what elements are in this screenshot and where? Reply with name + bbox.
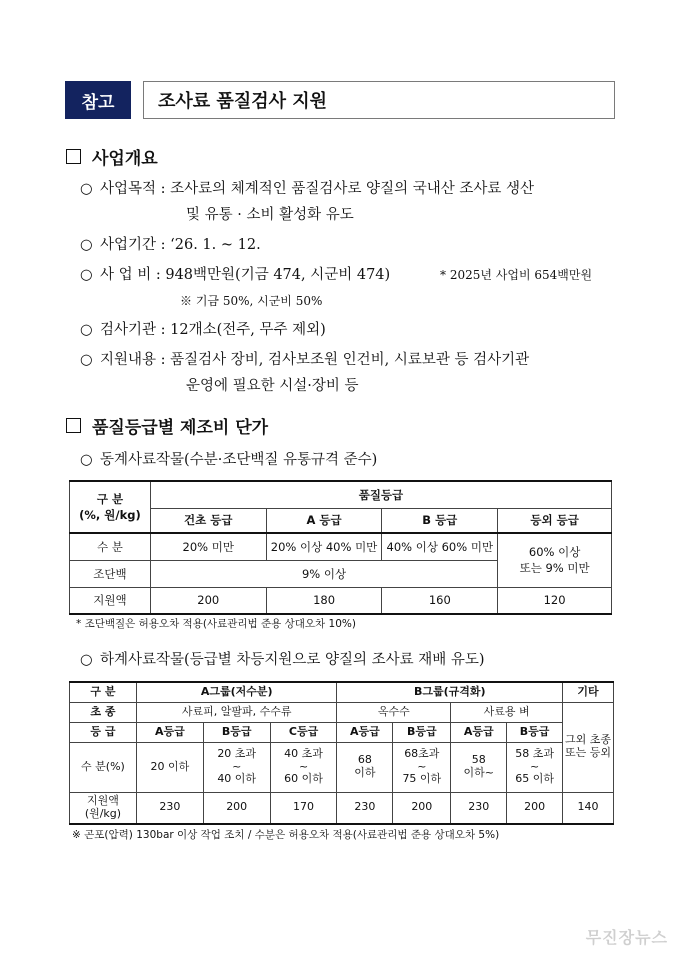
t2-moist-cell: 68초과 ~ 75 이하 <box>393 742 451 792</box>
footnote-baling: ※ 곤포(압력) 130bar 이상 작업 조치 / 수분은 허용오차 적용(사료관리법 준용 상대오차 5%) <box>72 829 500 841</box>
t2-support-cell: 140 <box>563 792 614 824</box>
t2-h-support: 지원액 (원/kg) <box>70 792 137 824</box>
t2-moist-cell: 20 초과 ~ 40 이하 <box>203 742 270 792</box>
t2-moist-cell: 20 이하 <box>136 742 203 792</box>
item-purpose-cont: 및 유통 · 소비 활성화 유도 <box>186 207 354 223</box>
t2-grade: B등급 <box>393 722 451 742</box>
t1-row-protein: 조단백 <box>70 560 151 587</box>
t2-moist-cell: 58 초과 ~ 65 이하 <box>507 742 563 792</box>
t1-row-moisture: 수 분 <box>70 533 151 560</box>
t2-grade: C등급 <box>270 722 337 742</box>
t1-cell: 40% 이상 60% 미만 <box>382 533 498 560</box>
summer-crops-heading: ○ 하계사료작물(등급별 차등지원으로 양질의 조사료 재배 유도) <box>80 652 485 668</box>
t1-cell: 120 <box>498 587 612 614</box>
t2-grade: A등급 <box>451 722 507 742</box>
t1-cell: 20% 이상 40% 미만 <box>266 533 382 560</box>
t2-grade: A등급 <box>136 722 203 742</box>
t2-moist-cell: 58 이하~ <box>451 742 507 792</box>
item-support-cont: 운영에 필요한 시설·장비 등 <box>186 378 359 394</box>
winter-crops-heading: ○ 동계사료작물(수분·조단백질 유통규격 준수) <box>80 452 378 468</box>
item-support: ○ 지원내용 : 품질검사 장비, 검사보조원 인건비, 시료보관 등 검사기관 <box>80 352 530 368</box>
watermark-logo: 무진장뉴스 <box>585 928 668 947</box>
item-period: ○ 사업기간 : ‘26. 1. ~ 12. <box>80 237 261 253</box>
t1-cell: 20% 미만 <box>150 533 266 560</box>
t2-grade: A등급 <box>337 722 393 742</box>
t2-crop-corn: 옥수수 <box>337 702 451 722</box>
header <box>65 81 328 119</box>
t1-grade-b: B 등급 <box>382 508 498 533</box>
t2-support-cell: 230 <box>136 792 203 824</box>
budget-aside: * 2025년 사업비 654백만원 <box>440 268 593 282</box>
footnote-protein: * 조단백질은 허용오차 적용(사료관리법 준용 상대오차 10%) <box>76 618 356 630</box>
t2-support-cell: 200 <box>507 792 563 824</box>
item-budget: ○ 사 업 비 : 948백만원(기금 474, 시군비 474) <box>80 267 391 283</box>
t2-support-cell: 200 <box>203 792 270 824</box>
section-overview-heading: 사업개요 <box>66 144 158 169</box>
t2-support-cell: 230 <box>337 792 393 824</box>
t2-support-cell: 170 <box>270 792 337 824</box>
t1-outgrade-cell: 60% 이상 또는 9% 미만 <box>498 533 612 587</box>
t1-group-header: 품질등급 <box>150 481 611 508</box>
t2-h-moist: 수 분(%) <box>70 742 137 792</box>
checkbox-square-icon <box>66 418 81 433</box>
circle-bullet-icon: ○ <box>80 652 93 668</box>
page-title: 조사료 품질검사 지원 <box>143 81 615 119</box>
circle-bullet-icon: ○ <box>80 267 93 283</box>
t2-h-div: 구 분 <box>70 682 137 702</box>
t2-support-cell: 200 <box>393 792 451 824</box>
winter-crop-table <box>69 480 612 615</box>
summer-crop-table <box>69 681 614 825</box>
item-purpose: ○ 사업목적 : 조사료의 체계적인 품질검사로 양질의 국내산 조사료 생산 <box>80 181 534 197</box>
t1-grade-a: A 등급 <box>266 508 382 533</box>
t1-corner: 구 분 (%, 원/kg) <box>70 481 151 533</box>
t1-cell: 200 <box>150 587 266 614</box>
t2-etc: 기타 <box>563 682 614 702</box>
t2-grade: B등급 <box>203 722 270 742</box>
t2-h-crop: 초 종 <box>70 702 137 722</box>
reference-tag: 참고 <box>65 81 131 119</box>
circle-bullet-icon: ○ <box>80 452 93 468</box>
item-agency: ○ 검사기관 : 12개소(전주, 무주 제외) <box>80 322 326 338</box>
t1-grade-hay: 건초 등급 <box>150 508 266 533</box>
t2-group-a: A그룹(저수분) <box>136 682 337 702</box>
t1-grade-out: 등외 등급 <box>498 508 612 533</box>
t2-grade: B등급 <box>507 722 563 742</box>
t2-group-b: B그룹(규격화) <box>337 682 563 702</box>
t2-crop-a: 사료피, 알팔파, 수수류 <box>136 702 337 722</box>
t2-h-grade: 등 급 <box>70 722 137 742</box>
t2-support-cell: 230 <box>451 792 507 824</box>
t1-row-support: 지원액 <box>70 587 151 614</box>
circle-bullet-icon: ○ <box>80 322 93 338</box>
circle-bullet-icon: ○ <box>80 352 93 368</box>
t2-etc-cell: 그외 초종 또는 등외 <box>563 702 614 792</box>
t1-cell: 160 <box>382 587 498 614</box>
t1-cell: 180 <box>266 587 382 614</box>
t2-moist-cell: 40 초과 ~ 60 이하 <box>270 742 337 792</box>
circle-bullet-icon: ○ <box>80 181 93 197</box>
t2-crop-rice: 사료용 벼 <box>451 702 563 722</box>
section-price-heading: 품질등급별 제조비 단가 <box>66 413 268 438</box>
budget-ratio-note: ※ 기금 50%, 시군비 50% <box>180 294 323 308</box>
t2-moist-cell: 68 이하 <box>337 742 393 792</box>
checkbox-square-icon <box>66 149 81 164</box>
t1-cell: 9% 이상 <box>150 560 497 587</box>
circle-bullet-icon: ○ <box>80 237 93 253</box>
